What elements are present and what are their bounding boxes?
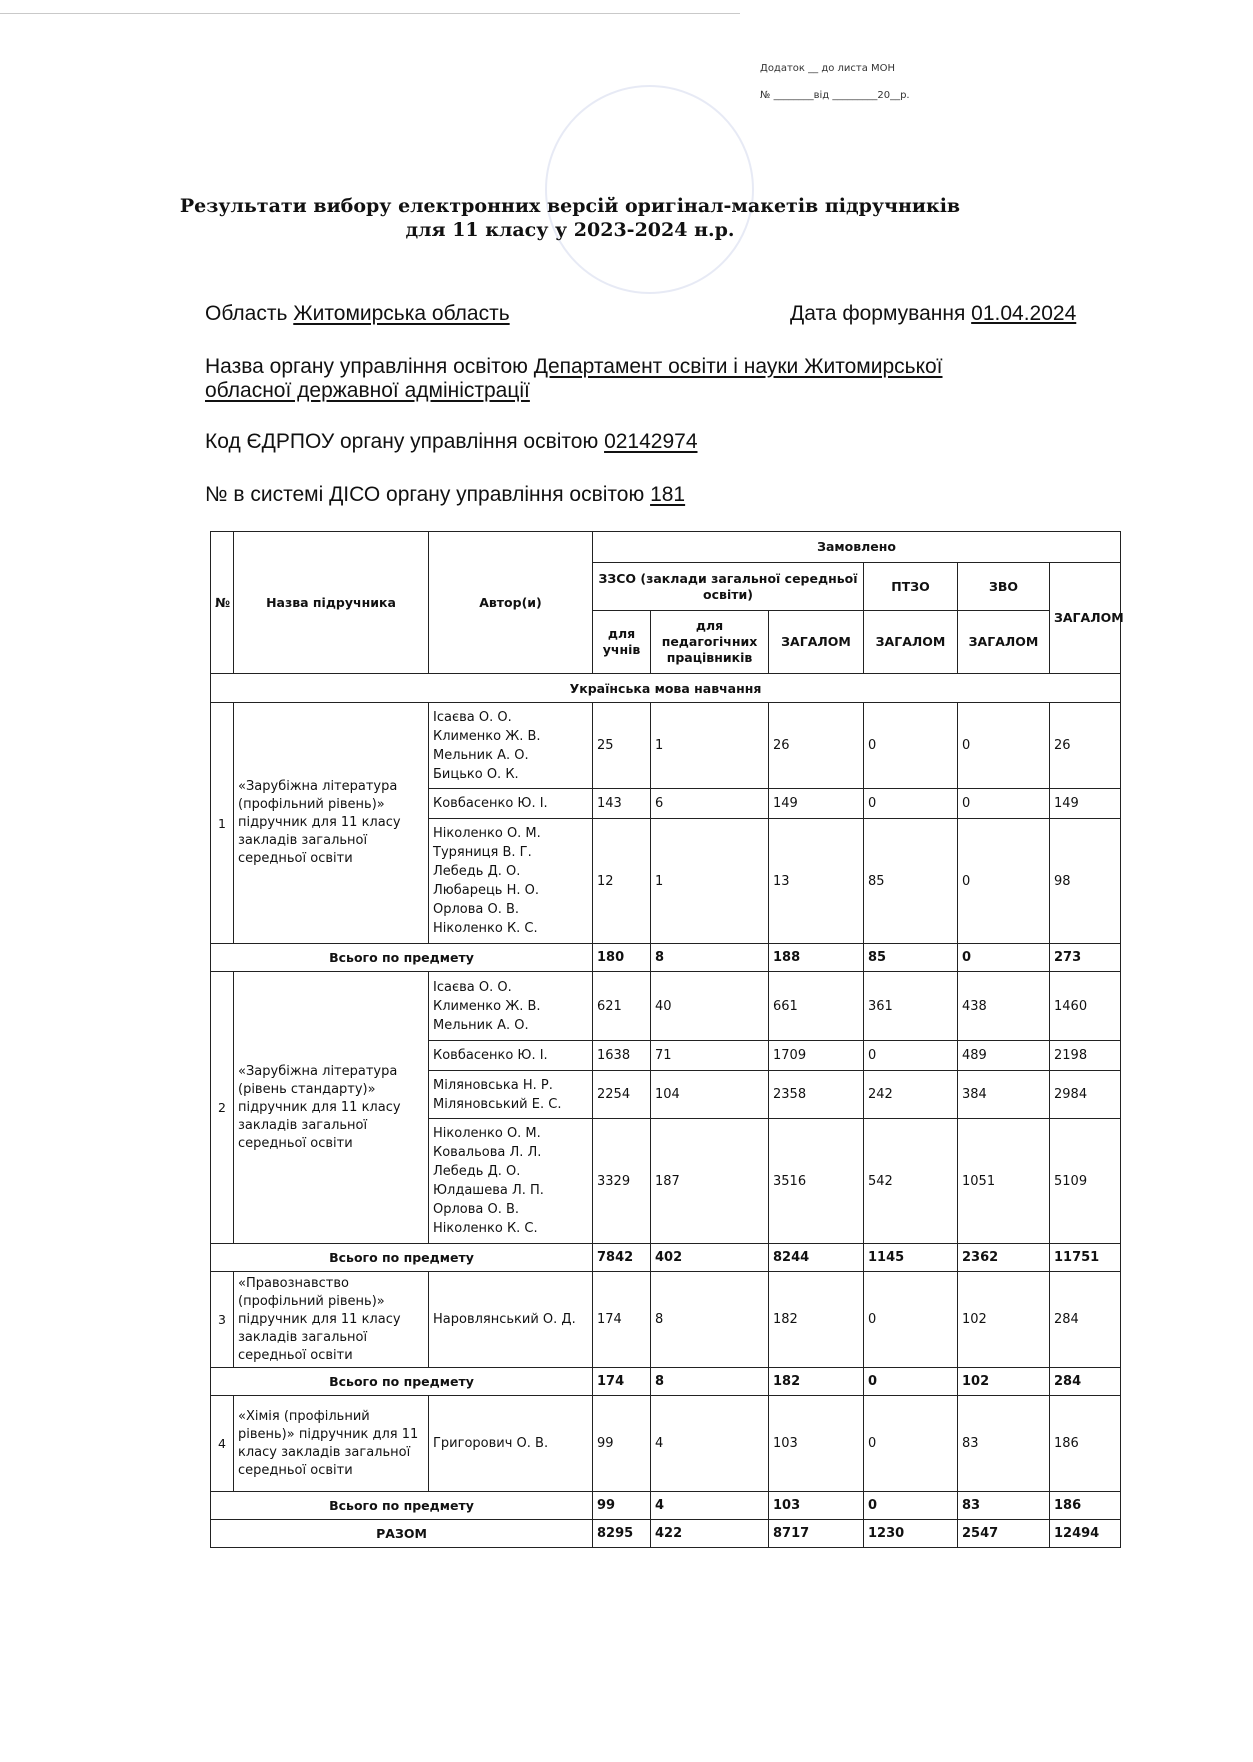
subtotal-students: 99	[593, 1492, 651, 1520]
grand-total-zvo: 2547	[958, 1520, 1050, 1548]
subtotal-label: Всього по предмету	[211, 944, 593, 972]
ptzo-cell: 242	[864, 1071, 958, 1119]
teachers-cell: 71	[651, 1041, 769, 1071]
authority-label: Назва органу управління освітою	[205, 355, 528, 378]
zzso-cell: 103	[769, 1396, 864, 1492]
teachers-cell: 104	[651, 1071, 769, 1119]
total-cell: 5109	[1050, 1119, 1121, 1244]
authors-cell: Ковбасенко Ю. І.	[429, 1041, 593, 1071]
region-field	[205, 302, 510, 326]
row-number-cell: 1	[211, 703, 234, 944]
students-cell: 12	[593, 819, 651, 944]
table-row	[211, 703, 1121, 789]
authority-value-line-2: обласної державної адміністрації	[205, 379, 530, 402]
authority-field	[205, 355, 943, 403]
row-number-cell: 3	[211, 1272, 234, 1368]
subtotal-zzso: 182	[769, 1368, 864, 1396]
total-cell: 1460	[1050, 972, 1121, 1041]
orders-table	[210, 531, 1124, 1548]
subtotal-row	[211, 944, 1121, 972]
authors-cell: Ніколенко О. М. Ковальова Л. Л. Лебедь Д. О. Юлдашева Л. П. Орлова О. В. Ніколенко К. С.	[429, 1119, 593, 1244]
row-number-cell: 4	[211, 1396, 234, 1492]
grand-total-zzso: 8717	[769, 1520, 864, 1548]
ptzo-cell: 542	[864, 1119, 958, 1244]
grand-total-students: 8295	[593, 1520, 651, 1548]
grand-total-teachers: 422	[651, 1520, 769, 1548]
book-title-cell: «Хімія (профільний рівень)» підручник для 11 класу закладів загальної середньої освіти	[234, 1396, 429, 1492]
book-title-cell: «Зарубіжна література (профільний рівень)» підручник для 11 класу закладів загальної середньої освіти	[234, 703, 429, 944]
ptzo-cell: 0	[864, 703, 958, 789]
students-cell: 2254	[593, 1071, 651, 1119]
grand-total-total: 12494	[1050, 1520, 1121, 1548]
ptzo-cell: 361	[864, 972, 958, 1041]
diso-value: 181	[650, 483, 686, 506]
edrpou-field	[205, 430, 698, 454]
subtotal-total: 11751	[1050, 1244, 1121, 1272]
region-value: Житомирська область	[293, 302, 510, 325]
subtotal-zvo: 0	[958, 944, 1050, 972]
zvo-cell: 489	[958, 1041, 1050, 1071]
teachers-cell: 8	[651, 1272, 769, 1368]
book-title-cell: «Правознавство (профільний рівень)» підручник для 11 класу закладів загальної середньої освіти	[234, 1272, 429, 1368]
teachers-cell: 1	[651, 703, 769, 789]
total-cell: 284	[1050, 1272, 1121, 1368]
date-value: 01.04.2024	[971, 302, 1077, 325]
diso-field	[205, 483, 685, 507]
header-ptzo-total: ЗАГАЛОМ	[864, 611, 958, 674]
title-line-2: для 11 класу у 2023-2024 н.р.	[405, 219, 735, 241]
subtotal-zzso: 8244	[769, 1244, 864, 1272]
authors-cell: Ісаєва О. О. Клименко Ж. В. Мельник А. О.	[429, 972, 593, 1041]
row-number-cell: 2	[211, 972, 234, 1244]
teachers-cell: 6	[651, 789, 769, 819]
subtotal-ptzo: 0	[864, 1492, 958, 1520]
edrpou-value: 02142974	[604, 430, 698, 453]
document-title	[150, 194, 990, 242]
edrpou-label: Код ЄДРПОУ органу управління освітою	[205, 430, 599, 453]
header-zzso: ЗЗСО (заклади загальної середньої освіти)	[593, 563, 864, 611]
teachers-cell: 187	[651, 1119, 769, 1244]
students-cell: 3329	[593, 1119, 651, 1244]
ptzo-cell: 0	[864, 1396, 958, 1492]
subtotal-zvo: 83	[958, 1492, 1050, 1520]
authors-cell: Ковбасенко Ю. І.	[429, 789, 593, 819]
annex-line-2: № ________від _________20__р.	[760, 90, 910, 101]
ptzo-cell: 0	[864, 1041, 958, 1071]
subtotal-row	[211, 1368, 1121, 1396]
header-authors: Автор(и)	[429, 532, 593, 674]
authors-cell: Наровлянський О. Д.	[429, 1272, 593, 1368]
annex-line-1: Додаток __ до листа МОН	[760, 63, 896, 74]
students-cell: 143	[593, 789, 651, 819]
students-cell: 174	[593, 1272, 651, 1368]
zvo-cell: 0	[958, 703, 1050, 789]
subtotal-students: 180	[593, 944, 651, 972]
zvo-cell: 0	[958, 789, 1050, 819]
top-rule	[0, 13, 740, 14]
subtotal-teachers: 4	[651, 1492, 769, 1520]
table-row	[211, 972, 1121, 1041]
header-teachers: для педагогічних працівників	[651, 611, 769, 674]
header-name: Назва підручника	[234, 532, 429, 674]
authors-cell: Григорович О. В.	[429, 1396, 593, 1492]
title-line-1: Результати вибору електронних версій оригінал-макетів підручників	[179, 195, 961, 217]
diso-label: № в системі ДІСО органу управління освітою	[205, 483, 645, 506]
zzso-cell: 182	[769, 1272, 864, 1368]
header-zzso-total: ЗАГАЛОМ	[769, 611, 864, 674]
grand-total-ptzo: 1230	[864, 1520, 958, 1548]
header-zvo: ЗВО	[958, 563, 1050, 611]
faint-stamp	[545, 85, 754, 294]
header-no: №	[211, 532, 234, 674]
date-field	[790, 302, 1076, 326]
region-label: Область	[205, 302, 288, 325]
zzso-cell: 661	[769, 972, 864, 1041]
header-students: для учнів	[593, 611, 651, 674]
subtotal-zzso: 103	[769, 1492, 864, 1520]
students-cell: 621	[593, 972, 651, 1041]
subtotal-ptzo: 1145	[864, 1244, 958, 1272]
zvo-cell: 438	[958, 972, 1050, 1041]
zzso-cell: 13	[769, 819, 864, 944]
total-cell: 186	[1050, 1396, 1121, 1492]
subtotal-label: Всього по предмету	[211, 1244, 593, 1272]
header-zvo-total: ЗАГАЛОМ	[958, 611, 1050, 674]
subtotal-zvo: 2362	[958, 1244, 1050, 1272]
teachers-cell: 4	[651, 1396, 769, 1492]
students-cell: 25	[593, 703, 651, 789]
date-label: Дата формування	[790, 302, 966, 325]
header-ordered: Замовлено	[593, 532, 1121, 563]
zzso-cell: 1709	[769, 1041, 864, 1071]
zzso-cell: 3516	[769, 1119, 864, 1244]
total-cell: 149	[1050, 789, 1121, 819]
subtotal-total: 186	[1050, 1492, 1121, 1520]
teachers-cell: 40	[651, 972, 769, 1041]
ptzo-cell: 0	[864, 1272, 958, 1368]
subtotal-ptzo: 85	[864, 944, 958, 972]
total-cell: 26	[1050, 703, 1121, 789]
subtotal-total: 273	[1050, 944, 1121, 972]
ptzo-cell: 85	[864, 819, 958, 944]
zzso-cell: 2358	[769, 1071, 864, 1119]
zzso-cell: 26	[769, 703, 864, 789]
subtotal-teachers: 8	[651, 944, 769, 972]
subtotal-row	[211, 1244, 1121, 1272]
zvo-cell: 1051	[958, 1119, 1050, 1244]
students-cell: 1638	[593, 1041, 651, 1071]
subtotal-total: 284	[1050, 1368, 1121, 1396]
total-cell: 2198	[1050, 1041, 1121, 1071]
total-cell: 2984	[1050, 1071, 1121, 1119]
header-ptzo: ПТЗО	[864, 563, 958, 611]
authority-value-line-1: Департамент освіти і науки Житомирської	[533, 355, 943, 378]
language-row: Українська мова навчання	[211, 674, 1121, 703]
total-cell: 98	[1050, 819, 1121, 944]
subtotal-zzso: 188	[769, 944, 864, 972]
authors-cell: Ісаєва О. О. Клименко Ж. В. Мельник А. О. Бицько О. К.	[429, 703, 593, 789]
authors-cell: Міляновська Н. Р. Міляновський Е. С.	[429, 1071, 593, 1119]
table-body	[211, 674, 1121, 1548]
zvo-cell: 102	[958, 1272, 1050, 1368]
subtotal-zvo: 102	[958, 1368, 1050, 1396]
zvo-cell: 384	[958, 1071, 1050, 1119]
annex-note	[760, 62, 910, 116]
zvo-cell: 83	[958, 1396, 1050, 1492]
ptzo-cell: 0	[864, 789, 958, 819]
subtotal-ptzo: 0	[864, 1368, 958, 1396]
grand-total-label: РАЗОМ	[211, 1520, 593, 1548]
grand-total-row	[211, 1520, 1121, 1548]
subtotal-row	[211, 1492, 1121, 1520]
subtotal-teachers: 402	[651, 1244, 769, 1272]
zzso-cell: 149	[769, 789, 864, 819]
subtotal-label: Всього по предмету	[211, 1368, 593, 1396]
zvo-cell: 0	[958, 819, 1050, 944]
subtotal-teachers: 8	[651, 1368, 769, 1396]
students-cell: 99	[593, 1396, 651, 1492]
subtotal-students: 174	[593, 1368, 651, 1396]
authors-cell: Ніколенко О. М. Туряниця В. Г. Лебедь Д. О. Любарець Н. О. Орлова О. В. Ніколенко К. С.	[429, 819, 593, 944]
subtotal-students: 7842	[593, 1244, 651, 1272]
table-row	[211, 1272, 1121, 1368]
book-title-cell: «Зарубіжна література (рівень стандарту)» підручник для 11 класу закладів загальної середньої освіти	[234, 972, 429, 1244]
teachers-cell: 1	[651, 819, 769, 944]
table-row	[211, 1396, 1121, 1492]
header-total: ЗАГАЛОМ	[1050, 563, 1121, 674]
subtotal-label: Всього по предмету	[211, 1492, 593, 1520]
